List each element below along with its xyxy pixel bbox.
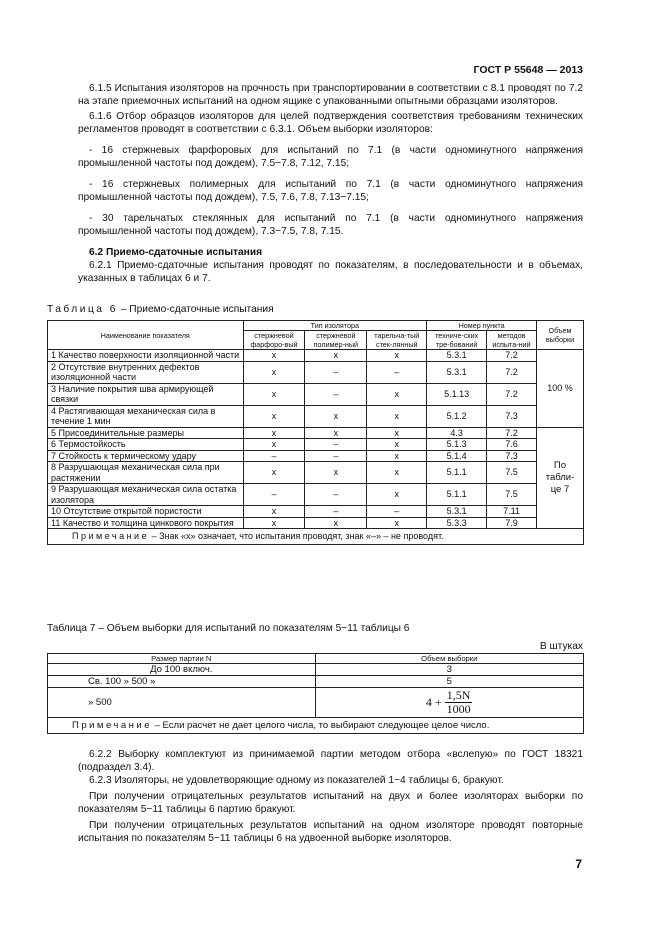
table6-caption-text: – Приемо-сдаточные испытания (117, 304, 274, 315)
note-text: – Знак «x» означает, что испытания проводят, знак «–» – не проводят. (149, 531, 444, 541)
bullet-polymer: - 16 стержневых полимерных для испытаний по 7.1 (в части одноминутного напряжения промышленной частоты под дождем), 7.5, 7.6, 7.8, 7.13−7.15; (78, 179, 583, 203)
cell: 4.3 (427, 427, 487, 439)
cell: x (367, 350, 427, 362)
table-row (48, 383, 584, 405)
paragraph-retest: При получении отрицательных результатов испытаний на одном изоляторе проводят повторные испытания по показателям 5−11 таблицы 6 на удвоенной выборке изоляторов. (78, 820, 583, 844)
lot-size: До 100 включ. (48, 664, 316, 676)
cell: 5.1.3 (427, 439, 487, 451)
cell: 7.2 (487, 350, 537, 362)
table7-caption-text: – Объем выборки для испытаний по показателям 5−11 таблицы 6 (95, 623, 410, 634)
table-row (48, 361, 584, 383)
cell: 5.1.1 (427, 462, 487, 484)
table-row (48, 405, 584, 427)
cell: 5.3.1 (427, 350, 487, 362)
table-row (48, 350, 584, 362)
cell: x (243, 517, 305, 529)
table6-header-rod-polymer: стержневой полимер-ный (305, 331, 367, 350)
paragraph-6-2-1: 6.2.1 Приемо-сдаточные испытания проводят по показателям, в последовательности и в объемах, указанных в таблицах 6 и 7. (78, 260, 583, 284)
cell: – (305, 361, 367, 383)
cell: x (305, 427, 367, 439)
cell: x (243, 383, 305, 405)
row-name: 9 Разрушающая механическая сила остатка изолятора (48, 484, 244, 506)
bullet-glass: - 30 тарельчатых стеклянных для испытаний по 7.1 (в части одноминутного напряжения промышленной частоты под дождем), 7.3−7.5, 7.8, 7.15. (78, 213, 583, 237)
formula-denominator: 1000 (446, 702, 471, 716)
table6-header-name: Наименование показателя (48, 321, 244, 350)
text-block-top (78, 82, 583, 285)
cell: x (367, 450, 427, 462)
cell: x (367, 462, 427, 484)
row-name: 1 Качество поверхности изоляционной части (48, 350, 244, 362)
cell: 7.11 (487, 506, 537, 518)
cell: x (243, 405, 305, 427)
cell: 5.3.1 (427, 361, 487, 383)
cell: – (305, 439, 367, 451)
cell: 7.9 (487, 517, 537, 529)
row-name: 3 Наличие покрытия шва армирующей связки (48, 383, 244, 405)
document-header: ГОСТ Р 55648 — 2013 (473, 64, 583, 76)
table-row (48, 506, 584, 518)
text-block-bottom (78, 748, 583, 845)
paragraph-rejection-lot: При получении отрицательных результатов испытаний на двух и более изоляторах выборки по показателям 5−11 таблицы 6 партию бракуют. (78, 791, 583, 815)
table6-header-volume: Объем выборки (536, 321, 583, 350)
table6-caption-label: Таблица 6 (47, 304, 118, 315)
cell: 5.3.1 (427, 506, 487, 518)
table7-units: В штуках (539, 641, 583, 652)
table6-header-disc-glass: тарельча-тый стек-лянный (367, 331, 427, 350)
cell: 7.2 (487, 361, 537, 383)
volume-per-table-7: По табли-це 7 (536, 427, 583, 529)
table7-header-sample-size: Объем выборки (315, 654, 583, 664)
sample-size-formula (315, 688, 583, 718)
cell: 7.2 (487, 427, 537, 439)
paragraph-6-1-6: 6.1.6 Отбор образцов изоляторов для целей подтверждения соответствия требованиям технических регламентов проводят в соответствии с 6.3.1. Объем выборки изоляторов: (78, 111, 583, 135)
cell: x (243, 361, 305, 383)
table-7 (47, 653, 584, 734)
cell: x (367, 383, 427, 405)
cell: – (305, 383, 367, 405)
table7-note (48, 718, 584, 734)
cell: 5.1.1 (427, 484, 487, 506)
page-number: 7 (575, 857, 582, 871)
row-name: 8 Разрушающая механическая сила при растяжении (48, 462, 244, 484)
cell: 5.1.2 (427, 405, 487, 427)
cell: 5.3.3 (427, 517, 487, 529)
cell: x (243, 462, 305, 484)
formula-numerator: 1,5N (446, 688, 471, 702)
table7-header-lot-size: Размер партии N (48, 654, 316, 664)
cell: 7.3 (487, 450, 537, 462)
table-row (48, 484, 584, 506)
formula (426, 689, 473, 716)
sample-size: 5 (315, 676, 583, 688)
table6-note (48, 529, 584, 545)
table6-header-type: Тип изолятора (243, 321, 427, 331)
table-row (48, 450, 584, 462)
table7-caption-label: Таблица 7 (47, 623, 96, 634)
table-6 (47, 320, 584, 545)
cell: x (305, 405, 367, 427)
row-name: 6 Термостойкость (48, 439, 244, 451)
cell: x (367, 517, 427, 529)
cell: x (367, 484, 427, 506)
row-name: 10 Отсутствие открытой пористости (48, 506, 244, 518)
cell: – (367, 361, 427, 383)
cell: x (243, 506, 305, 518)
cell: 7.6 (487, 439, 537, 451)
cell: x (243, 439, 305, 451)
cell: – (305, 484, 367, 506)
table6-header-rod-porcelain: стержневой фарфоро-вый (243, 331, 305, 350)
cell: x (305, 517, 367, 529)
lot-size: Св. 100 » 500 » (48, 676, 316, 688)
cell: – (243, 450, 305, 462)
formula-integer: 4 + (425, 695, 442, 709)
row-name: 11 Качество и толщина цинкового покрытия (48, 517, 244, 529)
cell: 7.5 (487, 484, 537, 506)
table-row (48, 439, 584, 451)
cell: x (367, 405, 427, 427)
table-row (48, 517, 584, 529)
cell: 5.1.13 (427, 383, 487, 405)
cell: x (305, 350, 367, 362)
table-row (48, 664, 584, 676)
paragraph-6-2-2: 6.2.2 Выборку комплектуют из принимаемой партии методом отбора «вслепую» по ГОСТ 18321 (подраздел 3.4). (78, 749, 583, 773)
table6-caption (47, 303, 274, 316)
table6-header-test-methods: методов испыта-ний (487, 331, 537, 350)
table7-caption (47, 622, 409, 635)
cell: x (243, 427, 305, 439)
sample-size: 3 (315, 664, 583, 676)
row-name: 2 Отсутствие внутренних дефектов изоляционной части (48, 361, 244, 383)
cell: x (367, 427, 427, 439)
bullet-porcelain: - 16 стержневых фарфоровых для испытаний по 7.1 (в части одноминутного напряжения промышленной частоты под дождем), 7.5−7.8, 7.12, 7.15; (78, 145, 583, 169)
note-text: – Если расчет не дает целого числа, то выбирают следующее целое число. (152, 720, 490, 731)
table-row (48, 676, 584, 688)
cell: 7.3 (487, 405, 537, 427)
volume-100-percent: 100 % (536, 350, 583, 428)
table-row (48, 688, 584, 718)
cell: – (305, 506, 367, 518)
note-label: Примечание (72, 720, 152, 731)
section-heading-6-2: 6.2 Приемо-сдаточные испытания (89, 247, 263, 258)
cell: x (367, 439, 427, 451)
cell: 7.2 (487, 383, 537, 405)
paragraph-6-1-5: 6.1.5 Испытания изоляторов на прочность при транспортировании в соответствии с 8.1 проводят по 7.2 на этапе приемочных испытаний на одном ящике с упакованными опытными образцами изоляторов. (78, 83, 583, 107)
row-name: 4 Растягивающая механическая сила в течение 1 мин (48, 405, 244, 427)
note-label: Примечание (72, 531, 150, 541)
cell: x (243, 350, 305, 362)
table-row (48, 462, 584, 484)
row-name: 5 Присоединительные размеры (48, 427, 244, 439)
table-row (48, 427, 584, 439)
cell: 5.1.4 (427, 450, 487, 462)
cell: x (305, 462, 367, 484)
lot-size: » 500 (48, 688, 316, 718)
cell: – (243, 484, 305, 506)
table6-header-point: Номер пункта (427, 321, 537, 331)
formula-fraction (445, 689, 473, 716)
cell: – (367, 506, 427, 518)
paragraph-6-2-3: 6.2.3 Изоляторы, не удовлетворяющие одному из показателей 1−4 таблицы 6, бракуют. (89, 775, 504, 786)
table6-header-tech-req: техниче-ских тре-бований (427, 331, 487, 350)
cell: – (305, 450, 367, 462)
row-name: 7 Стойкость к термическому удару (48, 450, 244, 462)
cell: 7.5 (487, 462, 537, 484)
